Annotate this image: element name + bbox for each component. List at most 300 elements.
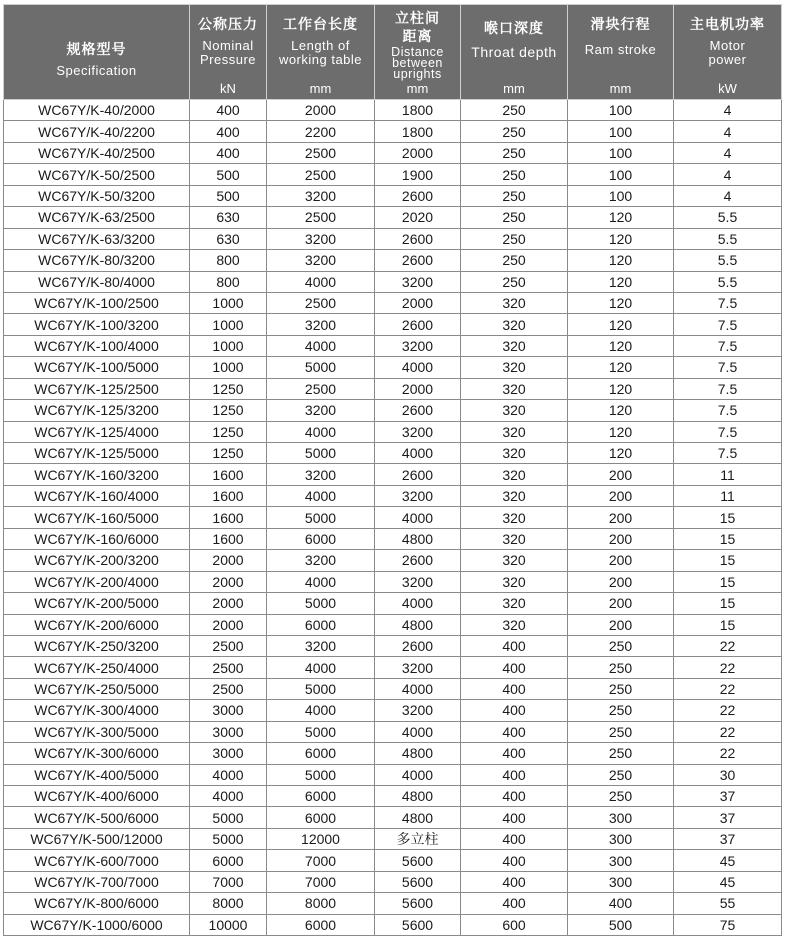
table-length-cell: 4000 xyxy=(267,271,375,292)
motor-power-cell: 37 xyxy=(674,828,782,849)
table-row xyxy=(4,378,782,399)
table-length-cell: 5000 xyxy=(267,443,375,464)
ram-stroke-cell: 250 xyxy=(568,678,674,699)
throat-depth-cell: 320 xyxy=(461,464,568,485)
model-cell: WC67Y/K-160/6000 xyxy=(4,528,190,549)
table-row xyxy=(4,250,782,271)
throat-depth-cell: 320 xyxy=(461,485,568,506)
table-row xyxy=(4,421,782,442)
motor-power-cell: 5.5 xyxy=(674,228,782,249)
table-length-cell: 5000 xyxy=(267,721,375,742)
ram-stroke-cell: 120 xyxy=(568,314,674,335)
throat-depth-cell: 320 xyxy=(461,421,568,442)
table-row xyxy=(4,593,782,614)
model-cell: WC67Y/K-63/2500 xyxy=(4,207,190,228)
ram-stroke-cell: 200 xyxy=(568,593,674,614)
header-row xyxy=(4,5,782,100)
ram-stroke-cell: 200 xyxy=(568,614,674,635)
pressure-cell: 2500 xyxy=(190,657,267,678)
table-row xyxy=(4,142,782,163)
table-length-cell: 5000 xyxy=(267,357,375,378)
ram-stroke-cell: 100 xyxy=(568,142,674,163)
header-upright-distance: 立柱间距离 Distance between uprights mm xyxy=(375,5,461,100)
model-cell: WC67Y/K-50/3200 xyxy=(4,185,190,206)
upright-distance-cell: 5600 xyxy=(375,893,461,914)
ram-stroke-cell: 400 xyxy=(568,893,674,914)
table-length-cell: 3200 xyxy=(267,228,375,249)
motor-power-cell: 5.5 xyxy=(674,207,782,228)
pressure-cell: 400 xyxy=(190,142,267,163)
upright-distance-cell: 4000 xyxy=(375,678,461,699)
motor-power-cell: 22 xyxy=(674,700,782,721)
table-length-cell: 4000 xyxy=(267,657,375,678)
ram-stroke-cell: 120 xyxy=(568,400,674,421)
throat-depth-cell: 320 xyxy=(461,378,568,399)
throat-depth-cell: 400 xyxy=(461,807,568,828)
ram-stroke-cell: 300 xyxy=(568,828,674,849)
pressure-cell: 2500 xyxy=(190,635,267,656)
pressure-cell: 7000 xyxy=(190,871,267,892)
pressure-cell: 2000 xyxy=(190,550,267,571)
pressure-cell: 1600 xyxy=(190,485,267,506)
model-cell: WC67Y/K-800/6000 xyxy=(4,893,190,914)
table-length-cell: 3200 xyxy=(267,635,375,656)
table-length-cell: 5000 xyxy=(267,678,375,699)
ram-stroke-cell: 100 xyxy=(568,100,674,121)
motor-power-cell: 7.5 xyxy=(674,314,782,335)
table-row xyxy=(4,614,782,635)
table-length-cell: 6000 xyxy=(267,807,375,828)
table-length-cell: 5000 xyxy=(267,764,375,785)
pressure-cell: 1000 xyxy=(190,314,267,335)
pressure-cell: 4000 xyxy=(190,764,267,785)
motor-power-cell: 15 xyxy=(674,614,782,635)
upright-distance-cell: 2600 xyxy=(375,314,461,335)
motor-power-cell: 7.5 xyxy=(674,335,782,356)
throat-depth-cell: 250 xyxy=(461,207,568,228)
table-row xyxy=(4,528,782,549)
motor-power-cell: 4 xyxy=(674,100,782,121)
header-working-table-length: 工作台长度 Length of working table mm xyxy=(267,5,375,100)
throat-depth-cell: 400 xyxy=(461,764,568,785)
motor-power-cell: 15 xyxy=(674,528,782,549)
table-length-cell: 6000 xyxy=(267,743,375,764)
table-length-cell: 6000 xyxy=(267,786,375,807)
table-row xyxy=(4,464,782,485)
ram-stroke-cell: 250 xyxy=(568,764,674,785)
throat-depth-cell: 250 xyxy=(461,121,568,142)
throat-depth-cell: 250 xyxy=(461,185,568,206)
motor-power-cell: 22 xyxy=(674,721,782,742)
table-row xyxy=(4,678,782,699)
throat-depth-cell: 320 xyxy=(461,400,568,421)
table-length-cell: 3200 xyxy=(267,550,375,571)
table-row xyxy=(4,185,782,206)
motor-power-cell: 5.5 xyxy=(674,271,782,292)
pressure-cell: 1250 xyxy=(190,443,267,464)
motor-power-cell: 37 xyxy=(674,807,782,828)
ram-stroke-cell: 120 xyxy=(568,443,674,464)
ram-stroke-cell: 100 xyxy=(568,121,674,142)
table-row xyxy=(4,786,782,807)
motor-power-cell: 15 xyxy=(674,593,782,614)
throat-depth-cell: 320 xyxy=(461,528,568,549)
upright-distance-cell: 2000 xyxy=(375,378,461,399)
pressure-cell: 2500 xyxy=(190,678,267,699)
pressure-cell: 800 xyxy=(190,250,267,271)
ram-stroke-cell: 300 xyxy=(568,850,674,871)
motor-power-cell: 30 xyxy=(674,764,782,785)
pressure-cell: 500 xyxy=(190,185,267,206)
upright-distance-cell: 2600 xyxy=(375,400,461,421)
throat-depth-cell: 600 xyxy=(461,914,568,935)
upright-distance-cell: 4800 xyxy=(375,743,461,764)
pressure-cell: 5000 xyxy=(190,828,267,849)
model-cell: WC67Y/K-50/2500 xyxy=(4,164,190,185)
pressure-cell: 500 xyxy=(190,164,267,185)
model-cell: WC67Y/K-300/6000 xyxy=(4,743,190,764)
model-cell: WC67Y/K-63/3200 xyxy=(4,228,190,249)
table-row xyxy=(4,100,782,121)
throat-depth-cell: 320 xyxy=(461,571,568,592)
upright-distance-cell: 2600 xyxy=(375,550,461,571)
upright-distance-cell: 5600 xyxy=(375,850,461,871)
upright-distance-cell: 1800 xyxy=(375,121,461,142)
upright-distance-cell: 5600 xyxy=(375,914,461,935)
table-row xyxy=(4,743,782,764)
model-cell: WC67Y/K-1000/6000 xyxy=(4,914,190,935)
table-length-cell: 5000 xyxy=(267,507,375,528)
pressure-cell: 400 xyxy=(190,121,267,142)
ram-stroke-cell: 200 xyxy=(568,550,674,571)
pressure-cell: 3000 xyxy=(190,721,267,742)
model-cell: WC67Y/K-125/3200 xyxy=(4,400,190,421)
ram-stroke-cell: 100 xyxy=(568,164,674,185)
model-cell: WC67Y/K-100/5000 xyxy=(4,357,190,378)
throat-depth-cell: 320 xyxy=(461,443,568,464)
upright-distance-cell: 4000 xyxy=(375,764,461,785)
table-length-cell: 4000 xyxy=(267,421,375,442)
ram-stroke-cell: 250 xyxy=(568,635,674,656)
model-cell: WC67Y/K-100/4000 xyxy=(4,335,190,356)
ram-stroke-cell: 250 xyxy=(568,786,674,807)
ram-stroke-cell: 300 xyxy=(568,871,674,892)
model-cell: WC67Y/K-700/7000 xyxy=(4,871,190,892)
ram-stroke-cell: 200 xyxy=(568,464,674,485)
ram-stroke-cell: 250 xyxy=(568,721,674,742)
table-row xyxy=(4,400,782,421)
ram-stroke-cell: 120 xyxy=(568,228,674,249)
table-length-cell: 3200 xyxy=(267,250,375,271)
throat-depth-cell: 400 xyxy=(461,743,568,764)
upright-distance-cell: 4000 xyxy=(375,443,461,464)
model-cell: WC67Y/K-40/2500 xyxy=(4,142,190,163)
motor-power-cell: 4 xyxy=(674,164,782,185)
ram-stroke-cell: 120 xyxy=(568,357,674,378)
table-row xyxy=(4,357,782,378)
pressure-cell: 1600 xyxy=(190,507,267,528)
model-cell: WC67Y/K-250/4000 xyxy=(4,657,190,678)
model-cell: WC67Y/K-40/2200 xyxy=(4,121,190,142)
model-cell: WC67Y/K-125/5000 xyxy=(4,443,190,464)
pressure-cell: 1000 xyxy=(190,292,267,313)
pressure-cell: 2000 xyxy=(190,593,267,614)
pressure-cell: 1000 xyxy=(190,357,267,378)
table-length-cell: 2500 xyxy=(267,164,375,185)
pressure-cell: 1000 xyxy=(190,335,267,356)
motor-power-cell: 7.5 xyxy=(674,357,782,378)
header-ram-stroke: 滑块行程 Ram stroke mm xyxy=(568,5,674,100)
motor-power-cell: 75 xyxy=(674,914,782,935)
ram-stroke-cell: 120 xyxy=(568,335,674,356)
table-length-cell: 4000 xyxy=(267,571,375,592)
pressure-cell: 8000 xyxy=(190,893,267,914)
upright-distance-cell: 3200 xyxy=(375,700,461,721)
table-length-cell: 8000 xyxy=(267,893,375,914)
table-length-cell: 3200 xyxy=(267,314,375,335)
motor-power-cell: 37 xyxy=(674,786,782,807)
motor-power-cell: 4 xyxy=(674,121,782,142)
motor-power-cell: 7.5 xyxy=(674,443,782,464)
motor-power-cell: 4 xyxy=(674,142,782,163)
upright-distance-cell: 2000 xyxy=(375,292,461,313)
ram-stroke-cell: 120 xyxy=(568,378,674,399)
throat-depth-cell: 250 xyxy=(461,142,568,163)
motor-power-cell: 45 xyxy=(674,871,782,892)
table-row xyxy=(4,228,782,249)
model-cell: WC67Y/K-80/4000 xyxy=(4,271,190,292)
table-row xyxy=(4,121,782,142)
motor-power-cell: 55 xyxy=(674,893,782,914)
upright-distance-cell: 3200 xyxy=(375,421,461,442)
model-cell: WC67Y/K-300/4000 xyxy=(4,700,190,721)
upright-distance-cell: 2600 xyxy=(375,250,461,271)
model-cell: WC67Y/K-250/3200 xyxy=(4,635,190,656)
table-row xyxy=(4,657,782,678)
model-cell: WC67Y/K-500/6000 xyxy=(4,807,190,828)
pressure-cell: 6000 xyxy=(190,850,267,871)
table-row xyxy=(4,314,782,335)
ram-stroke-cell: 250 xyxy=(568,743,674,764)
pressure-cell: 630 xyxy=(190,207,267,228)
motor-power-cell: 15 xyxy=(674,571,782,592)
table-row xyxy=(4,721,782,742)
upright-distance-cell: 2600 xyxy=(375,185,461,206)
upright-distance-cell: 3200 xyxy=(375,271,461,292)
table-row xyxy=(4,893,782,914)
motor-power-cell: 22 xyxy=(674,743,782,764)
pressure-cell: 4000 xyxy=(190,786,267,807)
table-row xyxy=(4,807,782,828)
table-length-cell: 6000 xyxy=(267,914,375,935)
model-cell: WC67Y/K-200/6000 xyxy=(4,614,190,635)
table-row xyxy=(4,914,782,935)
model-cell: WC67Y/K-200/5000 xyxy=(4,593,190,614)
pressure-cell: 1250 xyxy=(190,421,267,442)
table-length-cell: 4000 xyxy=(267,485,375,506)
model-cell: WC67Y/K-80/3200 xyxy=(4,250,190,271)
model-cell: WC67Y/K-100/3200 xyxy=(4,314,190,335)
model-cell: WC67Y/K-500/12000 xyxy=(4,828,190,849)
motor-power-cell: 22 xyxy=(674,657,782,678)
model-cell: WC67Y/K-160/3200 xyxy=(4,464,190,485)
table-length-cell: 2000 xyxy=(267,100,375,121)
upright-distance-cell: 4800 xyxy=(375,807,461,828)
table-row xyxy=(4,164,782,185)
motor-power-cell: 7.5 xyxy=(674,400,782,421)
motor-power-cell: 15 xyxy=(674,507,782,528)
ram-stroke-cell: 120 xyxy=(568,207,674,228)
upright-distance-cell: 5600 xyxy=(375,871,461,892)
upright-distance-cell: 4000 xyxy=(375,507,461,528)
throat-depth-cell: 320 xyxy=(461,314,568,335)
pressure-cell: 3000 xyxy=(190,700,267,721)
upright-distance-cell: 4800 xyxy=(375,614,461,635)
throat-depth-cell: 400 xyxy=(461,657,568,678)
table-length-cell: 6000 xyxy=(267,528,375,549)
table-length-cell: 2500 xyxy=(267,207,375,228)
throat-depth-cell: 250 xyxy=(461,164,568,185)
ram-stroke-cell: 250 xyxy=(568,700,674,721)
upright-distance-cell: 1800 xyxy=(375,100,461,121)
pressure-cell: 10000 xyxy=(190,914,267,935)
table-length-cell: 4000 xyxy=(267,700,375,721)
throat-depth-cell: 250 xyxy=(461,228,568,249)
throat-depth-cell: 250 xyxy=(461,100,568,121)
ram-stroke-cell: 500 xyxy=(568,914,674,935)
pressure-cell: 1250 xyxy=(190,378,267,399)
throat-depth-cell: 320 xyxy=(461,507,568,528)
table-row xyxy=(4,550,782,571)
motor-power-cell: 7.5 xyxy=(674,378,782,399)
pressure-cell: 1600 xyxy=(190,528,267,549)
table-length-cell: 2500 xyxy=(267,142,375,163)
motor-power-cell: 22 xyxy=(674,678,782,699)
spec-table-body xyxy=(4,100,782,936)
table-row xyxy=(4,507,782,528)
motor-power-cell: 11 xyxy=(674,485,782,506)
motor-power-cell: 4 xyxy=(674,185,782,206)
motor-power-cell: 45 xyxy=(674,850,782,871)
table-row xyxy=(4,271,782,292)
pressure-cell: 400 xyxy=(190,100,267,121)
motor-power-cell: 5.5 xyxy=(674,250,782,271)
throat-depth-cell: 400 xyxy=(461,786,568,807)
pressure-cell: 3000 xyxy=(190,743,267,764)
table-length-cell: 7000 xyxy=(267,871,375,892)
table-row xyxy=(4,571,782,592)
pressure-cell: 1600 xyxy=(190,464,267,485)
model-cell: WC67Y/K-200/3200 xyxy=(4,550,190,571)
ram-stroke-cell: 250 xyxy=(568,657,674,678)
model-cell: WC67Y/K-160/4000 xyxy=(4,485,190,506)
upright-distance-cell: 4800 xyxy=(375,528,461,549)
throat-depth-cell: 250 xyxy=(461,250,568,271)
pressure-cell: 800 xyxy=(190,271,267,292)
upright-distance-cell: 2600 xyxy=(375,464,461,485)
ram-stroke-cell: 200 xyxy=(568,528,674,549)
table-row xyxy=(4,485,782,506)
table-row xyxy=(4,207,782,228)
upright-distance-cell: 3200 xyxy=(375,657,461,678)
table-length-cell: 3200 xyxy=(267,464,375,485)
ram-stroke-cell: 200 xyxy=(568,485,674,506)
pressure-cell: 1250 xyxy=(190,400,267,421)
table-length-cell: 2500 xyxy=(267,292,375,313)
throat-depth-cell: 320 xyxy=(461,292,568,313)
throat-depth-cell: 320 xyxy=(461,335,568,356)
throat-depth-cell: 320 xyxy=(461,593,568,614)
upright-distance-cell: 3200 xyxy=(375,485,461,506)
pressure-cell: 2000 xyxy=(190,614,267,635)
throat-depth-cell: 400 xyxy=(461,721,568,742)
motor-power-cell: 7.5 xyxy=(674,421,782,442)
throat-depth-cell: 320 xyxy=(461,614,568,635)
upright-distance-cell: 3200 xyxy=(375,335,461,356)
upright-distance-cell: 2000 xyxy=(375,142,461,163)
header-nominal-pressure: 公称压力 Nominal Pressure kN xyxy=(190,5,267,100)
table-length-cell: 3200 xyxy=(267,400,375,421)
table-row xyxy=(4,292,782,313)
ram-stroke-cell: 120 xyxy=(568,250,674,271)
model-cell: WC67Y/K-125/4000 xyxy=(4,421,190,442)
table-row xyxy=(4,828,782,849)
motor-power-cell: 7.5 xyxy=(674,292,782,313)
table-row xyxy=(4,700,782,721)
table-length-cell: 7000 xyxy=(267,850,375,871)
table-length-cell: 2200 xyxy=(267,121,375,142)
header-motor-power: 主电机功率 Motor power kW xyxy=(674,5,782,100)
ram-stroke-cell: 120 xyxy=(568,271,674,292)
throat-depth-cell: 400 xyxy=(461,893,568,914)
upright-distance-cell: 2020 xyxy=(375,207,461,228)
table-length-cell: 3200 xyxy=(267,185,375,206)
model-cell: WC67Y/K-250/5000 xyxy=(4,678,190,699)
upright-distance-cell: 4000 xyxy=(375,593,461,614)
model-cell: WC67Y/K-300/5000 xyxy=(4,721,190,742)
model-cell: WC67Y/K-400/5000 xyxy=(4,764,190,785)
upright-distance-cell: 1900 xyxy=(375,164,461,185)
header-specification: 规格型号 Specification xyxy=(4,5,190,100)
header-throat-depth: 喉口深度 Throat depth mm xyxy=(461,5,568,100)
upright-distance-cell: 2600 xyxy=(375,635,461,656)
table-length-cell: 2500 xyxy=(267,378,375,399)
table-row xyxy=(4,850,782,871)
upright-distance-cell: 4000 xyxy=(375,721,461,742)
pressure-cell: 2000 xyxy=(190,571,267,592)
throat-depth-cell: 400 xyxy=(461,850,568,871)
throat-depth-cell: 400 xyxy=(461,700,568,721)
upright-distance-cell: 多立柱 xyxy=(375,828,461,849)
model-cell: WC67Y/K-400/6000 xyxy=(4,786,190,807)
throat-depth-cell: 400 xyxy=(461,828,568,849)
motor-power-cell: 11 xyxy=(674,464,782,485)
model-cell: WC67Y/K-200/4000 xyxy=(4,571,190,592)
motor-power-cell: 22 xyxy=(674,635,782,656)
spec-table xyxy=(3,4,782,936)
throat-depth-cell: 400 xyxy=(461,635,568,656)
ram-stroke-cell: 120 xyxy=(568,421,674,442)
table-row xyxy=(4,871,782,892)
model-cell: WC67Y/K-160/5000 xyxy=(4,507,190,528)
upright-distance-cell: 4800 xyxy=(375,786,461,807)
throat-depth-cell: 320 xyxy=(461,357,568,378)
pressure-cell: 630 xyxy=(190,228,267,249)
throat-depth-cell: 320 xyxy=(461,550,568,571)
upright-distance-cell: 4000 xyxy=(375,357,461,378)
throat-depth-cell: 400 xyxy=(461,678,568,699)
table-row xyxy=(4,764,782,785)
